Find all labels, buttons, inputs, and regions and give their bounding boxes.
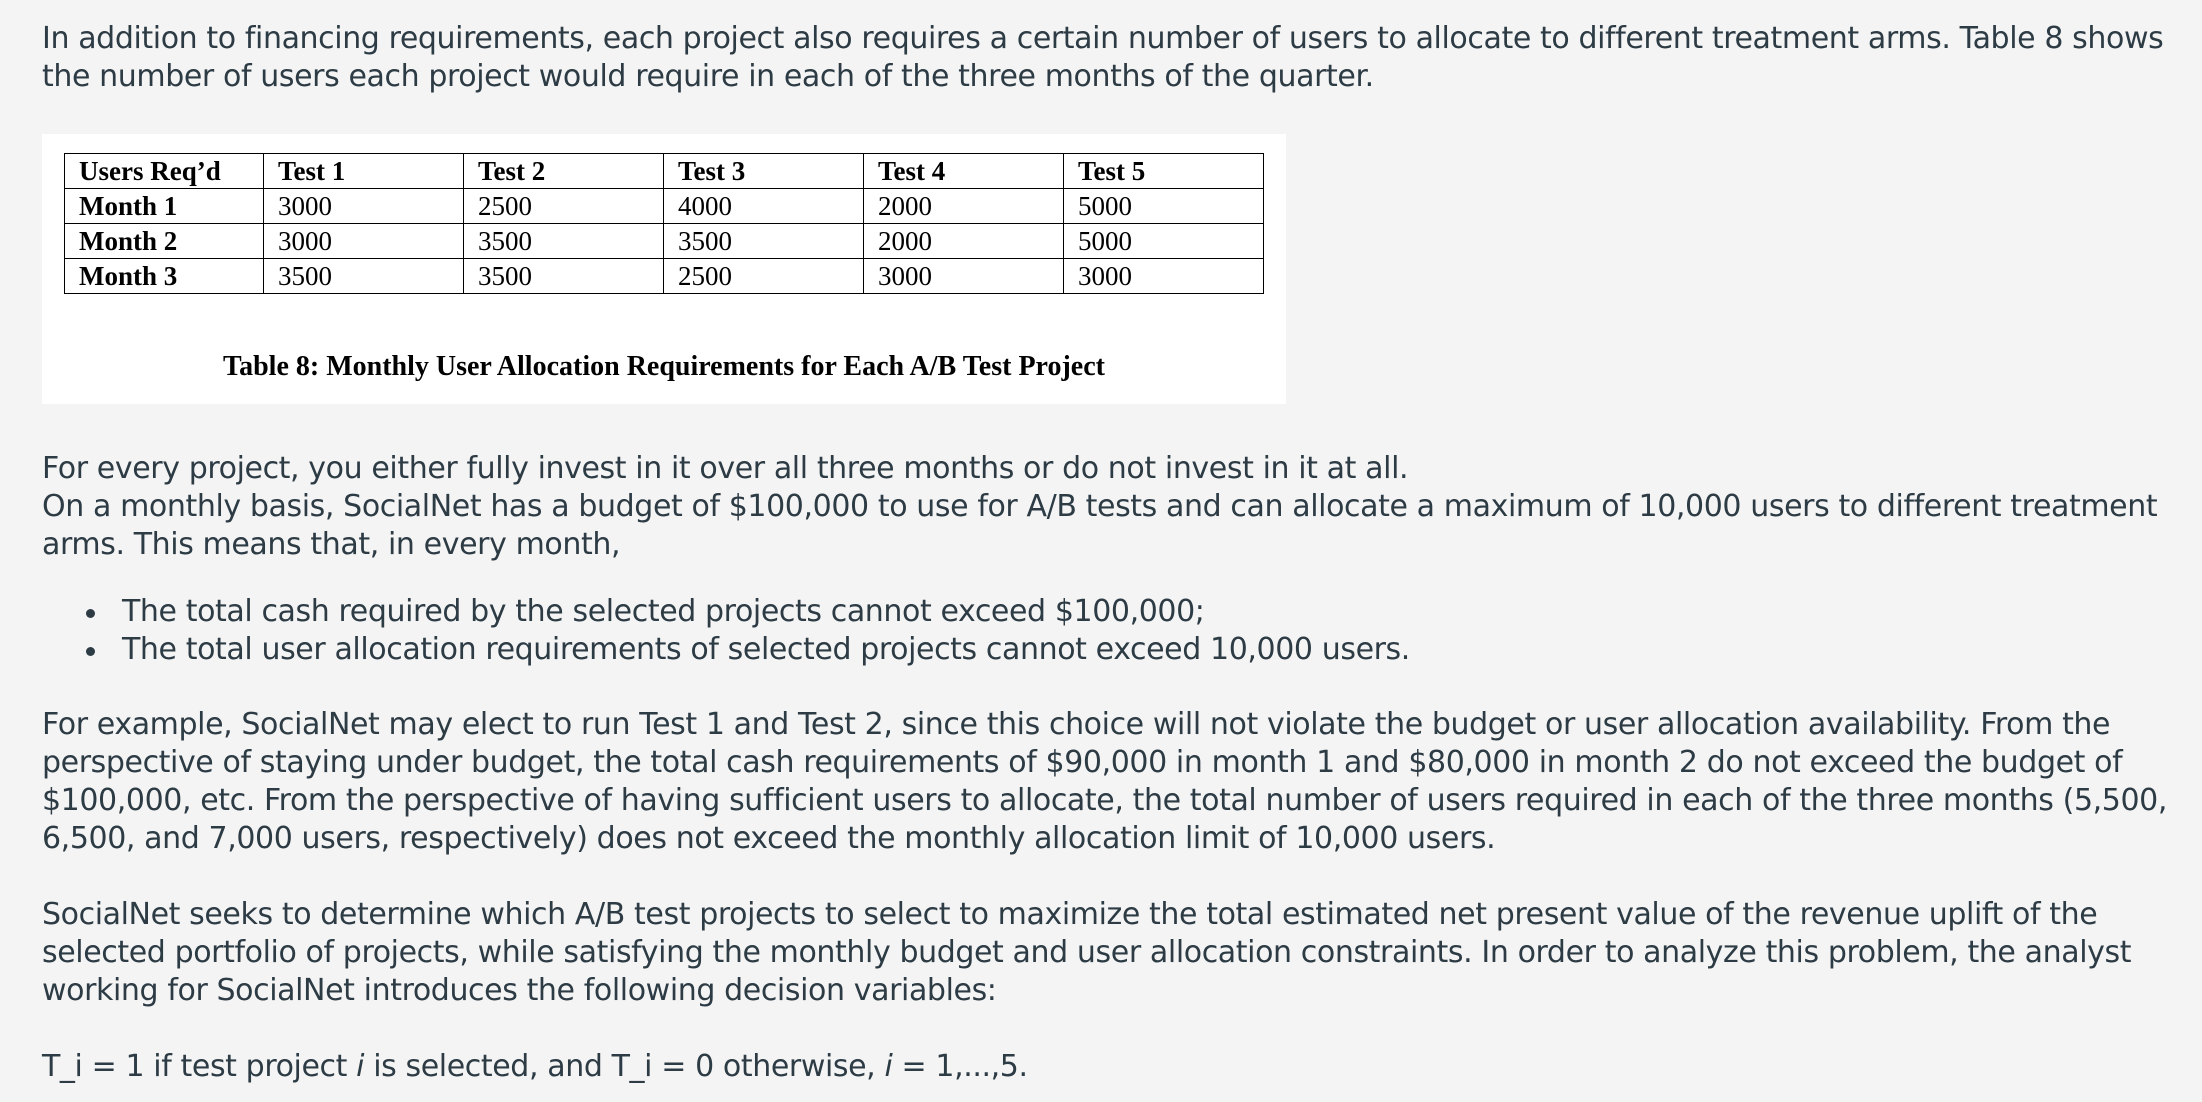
decision-var-prefix: T_i = 1 if test project (42, 1049, 357, 1084)
intro-paragraph: In addition to financing requirements, each project also requires a certain number of users to allocate to different treatment arms. Table 8 shows the number of users each project would require in each of the three months of the quarter. (42, 21, 2164, 94)
table-header-cell: Test 2 (464, 154, 664, 189)
table-cell: 3500 (464, 259, 664, 294)
bullet-icon (86, 647, 95, 656)
table-header-cell: Test 3 (664, 154, 864, 189)
goal-paragraph: SocialNet seeks to determine which A/B test projects to select to maximize the total estimated net present value of the revenue uplift of the selected portfolio of projects, while satisfying the monthly budget and user allocation constraints. In order to analyze this problem, the analyst working for SocialNet introduces the following decision variables: (42, 897, 2132, 1008)
table-cell: 2000 (864, 189, 1064, 224)
table-cell: 5000 (1064, 224, 1264, 259)
table-row (65, 189, 1264, 224)
table-header-row (65, 154, 1264, 189)
list-item-text: The total cash required by the selected projects cannot exceed $100,000; (122, 594, 1205, 629)
table-header-cell: Users Req’d (65, 154, 264, 189)
list-item-text: The total user allocation requirements of selected projects cannot exceed 10,000 users. (122, 632, 1410, 667)
user-requirements-table (64, 153, 1264, 294)
table-cell: 3000 (264, 224, 464, 259)
list-item (42, 593, 1410, 631)
table-cell: 3500 (664, 224, 864, 259)
decision-var-index: i (356, 1049, 365, 1084)
decision-var-middle: is selected, and T_i = 0 otherwise, (364, 1049, 885, 1084)
table-header-cell: Test 1 (264, 154, 464, 189)
table-row-label: Month 3 (65, 259, 264, 294)
constraint-list (42, 593, 1410, 669)
table-caption: Table 8: Monthly User Allocation Requirements for Each A/B Test Project (223, 351, 1105, 382)
table-row (65, 259, 1264, 294)
decision-variable-definition (42, 1048, 2192, 1086)
table-cell: 2500 (464, 189, 664, 224)
list-item (42, 631, 1410, 669)
table-cell: 3500 (464, 224, 664, 259)
table-cell: 4000 (664, 189, 864, 224)
table-cell: 3000 (864, 259, 1064, 294)
table-cell: 3500 (264, 259, 464, 294)
table-row-label: Month 1 (65, 189, 264, 224)
table-row-label: Month 2 (65, 224, 264, 259)
table-figure (42, 134, 1286, 404)
table-header-cell: Test 4 (864, 154, 1064, 189)
decision-var-suffix: = 1,...,5. (892, 1049, 1028, 1084)
budget-paragraph: On a monthly basis, SocialNet has a budget of $100,000 to use for A/B tests and can allocate a maximum of 10,000 users to different treatment arms. This means that, in every month, (42, 489, 2158, 562)
table-cell: 3000 (264, 189, 464, 224)
example-paragraph: For example, SocialNet may elect to run Test 1 and Test 2, since this choice will not violate the budget or user allocation availability. From the perspective of staying under budget, the total cash requirements of $90,000 in month 1 and $80,000 in month 2 do not exceed the budget of $100,000, etc. From the perspective of having sufficient users to allocate, the total number of users required in each of the three months (5,500, 6,500, and 7,000 users, respectively) does not exceed the monthly allocation limit of 10,000 users. (42, 707, 2167, 856)
bullet-icon (86, 609, 95, 618)
table-cell: 2000 (864, 224, 1064, 259)
decision-var-index: i (884, 1049, 893, 1084)
table-cell: 2500 (664, 259, 864, 294)
invest-rule-paragraph: For every project, you either fully invest in it over all three months or do not invest in it at all. (42, 451, 1409, 486)
table-row (65, 224, 1264, 259)
table-cell: 5000 (1064, 189, 1264, 224)
table-header-cell: Test 5 (1064, 154, 1264, 189)
table-cell: 3000 (1064, 259, 1264, 294)
